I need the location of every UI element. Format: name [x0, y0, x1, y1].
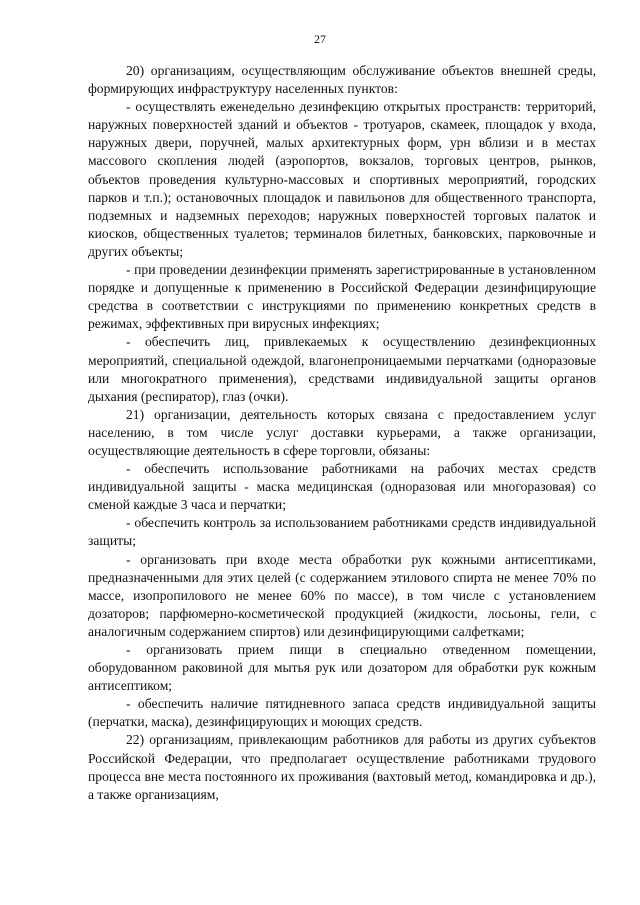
list-item-mask-gloves: - обеспечить использование работниками на рабочих местах средств индивидуальной защиты - маска медицинская (одноразовая или многоразовая) со сменой каждые 3 часа и перчатки;: [88, 461, 596, 513]
paragraph-20-intro: 20) организациям, осуществляющим обслуживание объектов внешней среды, формирующих инфраструктуру населенных пунктов:: [88, 63, 596, 97]
document-body: [88, 62, 596, 804]
list-item-meal-room: - организовать прием пищи в специально отведенном помещении, оборудованном раковиной для мытья рук или дозатором для обработки рук кожным антисептиком;: [88, 642, 596, 694]
list-item-protective-equipment: - обеспечить лиц, привлекаемых к осуществлению дезинфекционных мероприятий, специальной одеждой, влагонепроницаемыми перчатками (одноразовые или многократного применения), средствами индивидуальной защиты органов дыхания (респиратор), глаз (очки).: [88, 334, 596, 404]
page-number: 27: [314, 32, 326, 46]
list-item-hand-antiseptics: - организовать при входе места обработки рук кожными антисептиками, предназначенными для этих целей (с содержанием этилового спирта не менее 70% по массе, изопропилового не менее 60% по массе), в том числе с установлением дозаторов; парфюмерно-косметической продукцией (жидкости, лосьоны, гели, с аналогичным содержанием спиртов) или дезинфицирующими салфетками;: [88, 551, 596, 639]
paragraph-21-intro: 21) организации, деятельность которых связана с предоставлением услуг населению, в том числе услуг доставки курьерами, а также организации, осуществляющие деятельность в сфере торговли, обязаны:: [88, 406, 596, 458]
list-item-control-ppe: - обеспечить контроль за использованием работниками средств индивидуальной защиты;: [88, 515, 596, 549]
list-item-registered-disinfectants: - при проведении дезинфекции применять зарегистрированные в установленном порядке и допущенные к применению в Российской Федерации дезинфицирующие средства в соответствии с инструкциями по применению конкретных средств в режимах, эффективных при вирусных инфекциях;: [88, 262, 596, 332]
list-item-five-day-supply: - обеспечить наличие пятидневного запаса средств индивидуальной защиты (перчатки, маска), дезинфицирующих и моющих средств.: [88, 696, 596, 730]
list-item-disinfection-open-spaces: - осуществлять еженедельно дезинфекцию открытых пространств: территорий, наружных поверхностей зданий и объектов - тротуаров, скамеек, площадок у входа, наружных двери, поручней, малых архитектурных форм, урн вблизи и в местах массового скопления людей (аэропортов, вокзалов, торговых центров, рынков, объектов проведения культурно-массовых и спортивных мероприятий, городских парков и т.п.); остановочных площадок и павильонов для общественного транспорта, подземных и надземных переходов; наружных поверхностей торговых палаток и киосков, общественных туалетов; терминалов билетных, банковских, парковочные и других объекты;: [88, 99, 596, 259]
paragraph-22-intro: 22) организациям, привлекающим работников для работы из других субъектов Российской Федерации, что предполагает осуществление работниками трудового процесса вне места постоянного их проживания (вахтовый метод, командировка и др.), а также организациям,: [88, 732, 596, 802]
